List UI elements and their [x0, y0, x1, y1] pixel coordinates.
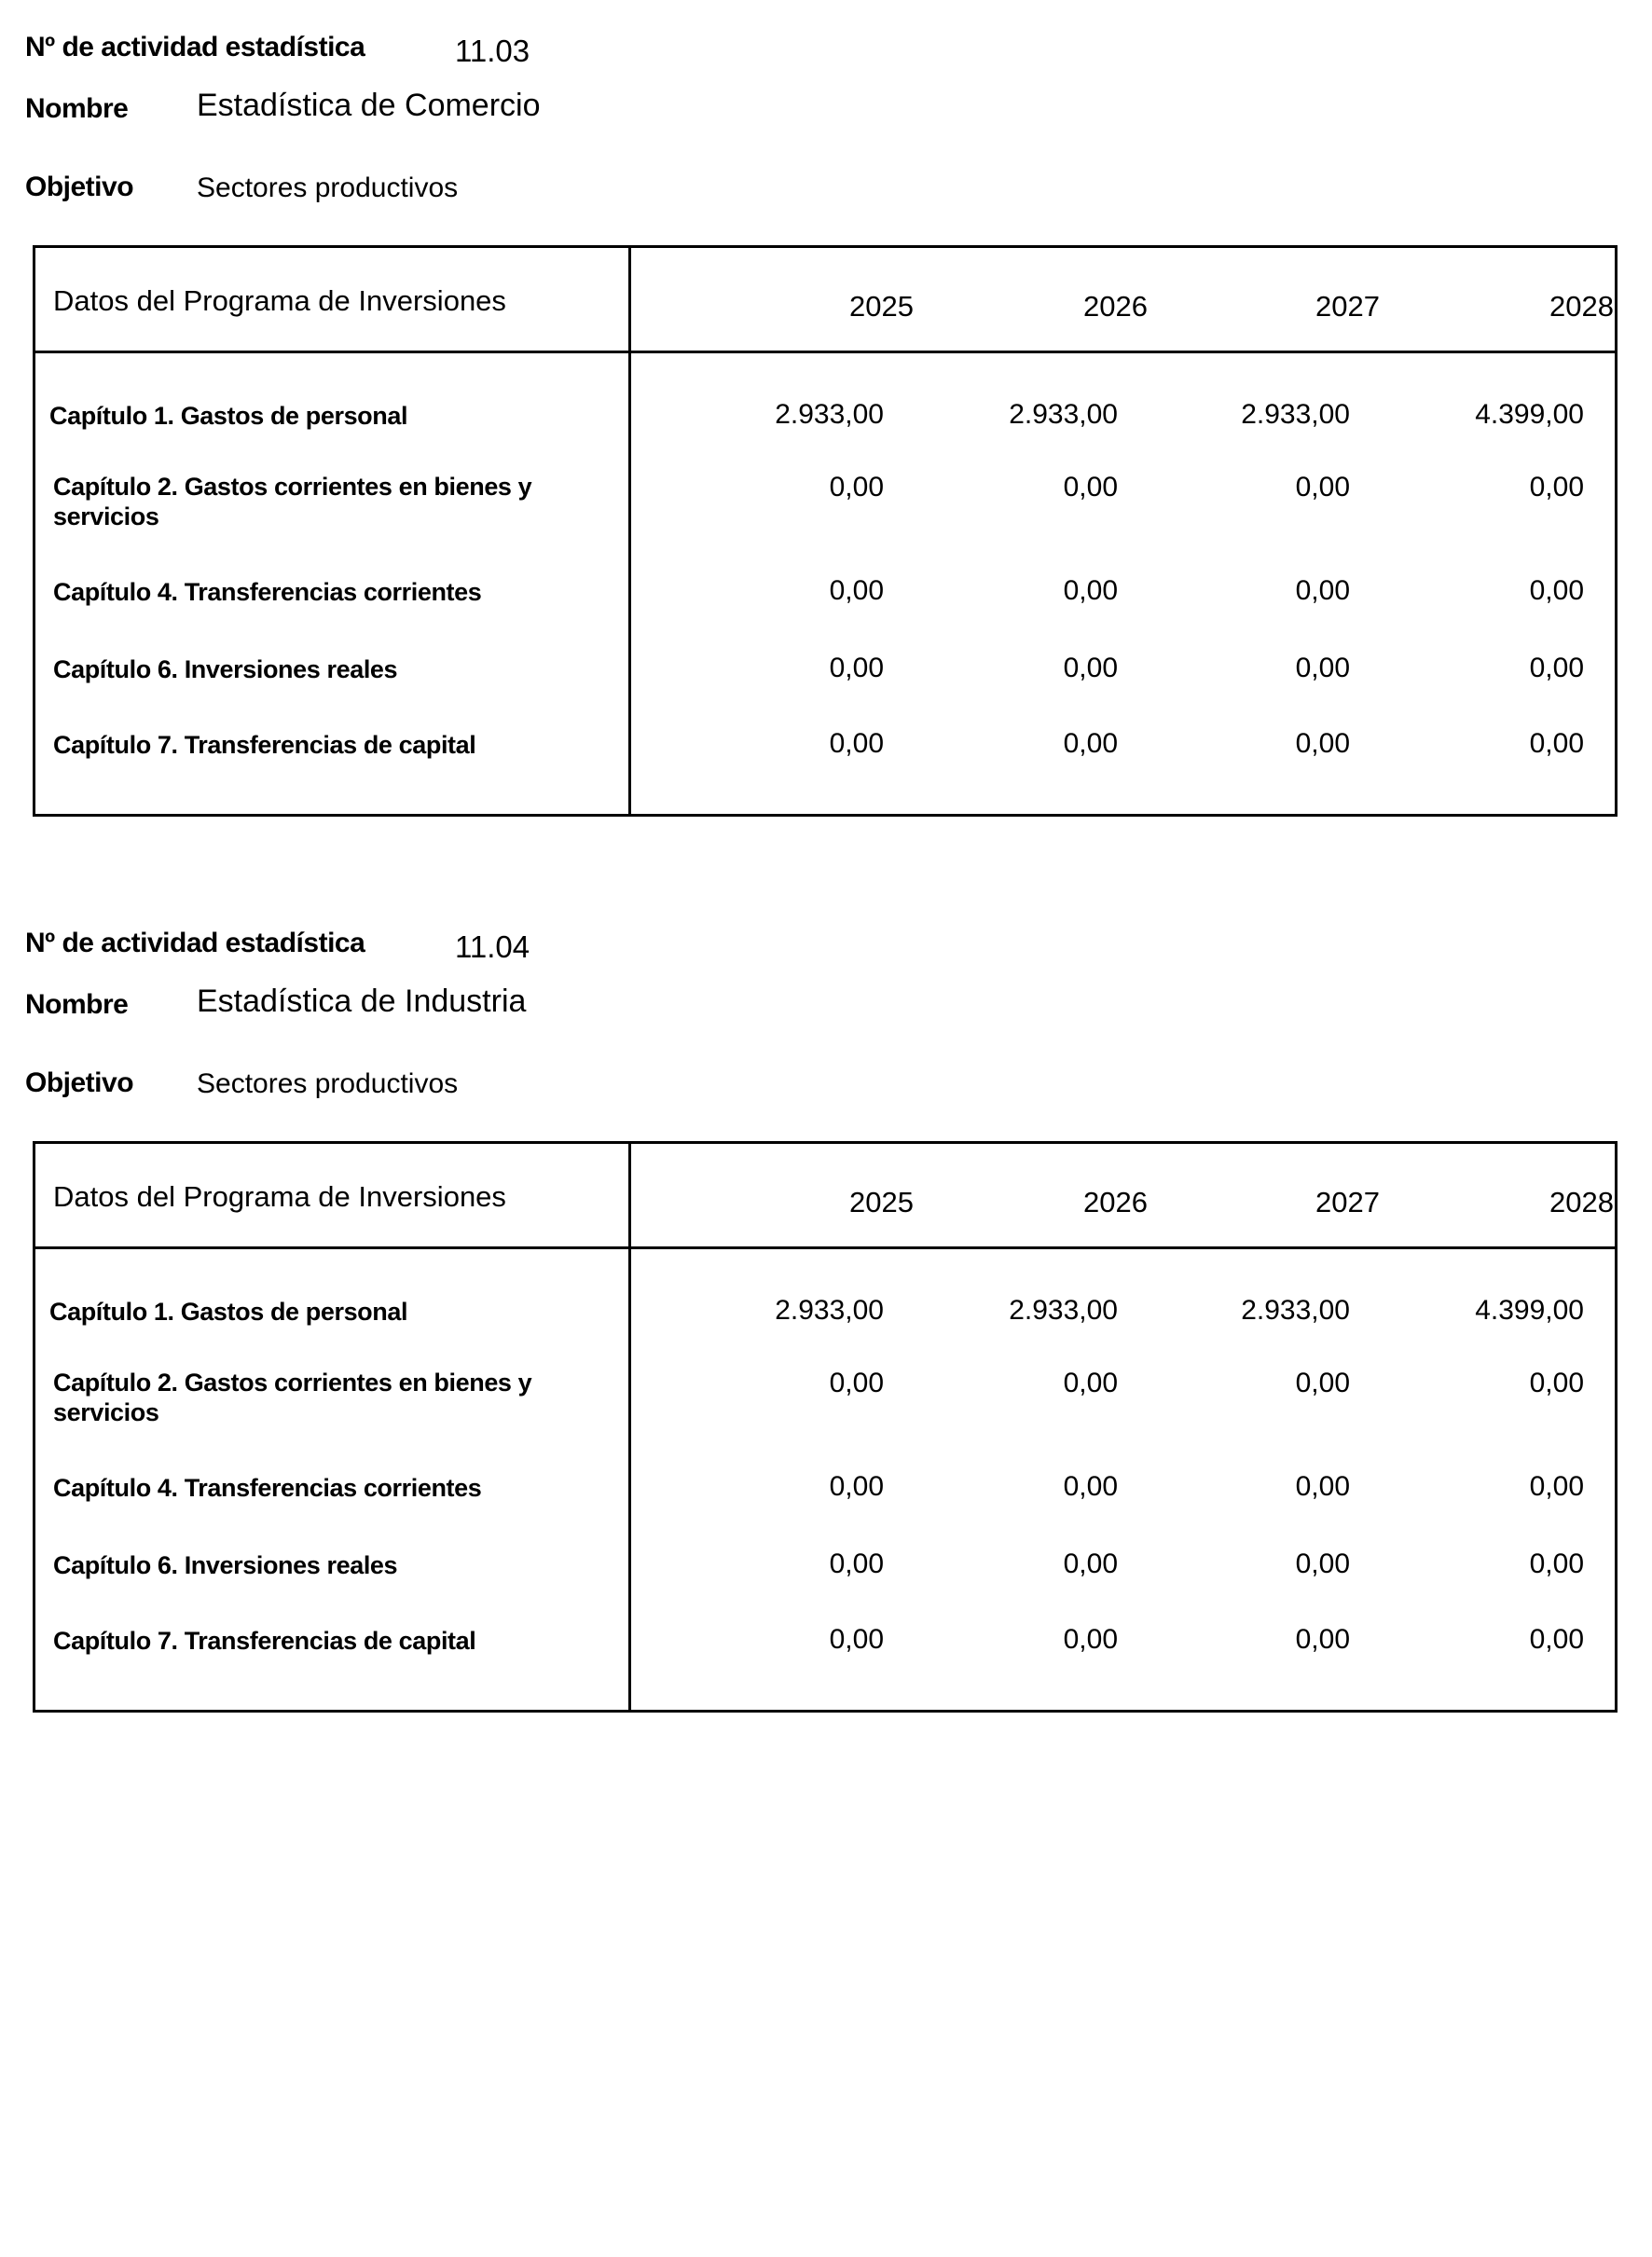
cell-capitulo-7-2028: 0,00 [1529, 728, 1584, 759]
table-header-label: Datos del Programa de Inversiones [53, 1180, 506, 1213]
activity-objective-label: Objetivo [25, 1067, 134, 1098]
cell-capitulo-4-2026: 0,00 [1063, 1471, 1118, 1502]
year-header-2025: 2025 [849, 1186, 914, 1218]
year-header-2028: 2028 [1549, 1186, 1614, 1218]
cell-capitulo-7-2028: 0,00 [1529, 1624, 1584, 1655]
year-header-2027: 2027 [1315, 290, 1380, 323]
row-label-capitulo-2: Capítulo 2. Gastos corrientes en bienes y servicios [53, 473, 532, 530]
activity-number-value: 11.03 [455, 34, 530, 68]
cell-capitulo-1-2025: 2.933,00 [775, 399, 884, 430]
cell-capitulo-6-2028: 0,00 [1529, 653, 1584, 683]
activity-objective-value: Sectores productivos [197, 172, 459, 203]
cell-capitulo-4-2028: 0,00 [1529, 1471, 1584, 1502]
row-label-capitulo-4: Capítulo 4. Transferencias corrientes [53, 1474, 482, 1502]
cell-capitulo-2-2027: 0,00 [1295, 1368, 1350, 1398]
cell-capitulo-2-2028: 0,00 [1529, 472, 1584, 502]
row-label-capitulo-6: Capítulo 6. Inversiones reales [53, 655, 398, 683]
cell-capitulo-1-2027: 2.933,00 [1241, 1295, 1350, 1326]
cell-capitulo-7-2025: 0,00 [829, 1624, 884, 1655]
cell-capitulo-4-2027: 0,00 [1295, 575, 1350, 606]
cell-capitulo-6-2027: 0,00 [1295, 653, 1350, 683]
cell-capitulo-1-2025: 2.933,00 [775, 1295, 884, 1326]
table-column-divider [628, 248, 631, 814]
activity-name-value: Estadística de Industria [197, 984, 527, 1019]
cell-capitulo-6-2025: 0,00 [829, 653, 884, 683]
year-header-2025: 2025 [849, 290, 914, 323]
table-header-divider [35, 1246, 1615, 1249]
cell-capitulo-1-2027: 2.933,00 [1241, 399, 1350, 430]
year-header-2028: 2028 [1549, 290, 1614, 323]
cell-capitulo-7-2026: 0,00 [1063, 728, 1118, 759]
activity-number-label: Nº de actividad estadística [25, 928, 365, 958]
activity-name-value: Estadística de Comercio [197, 88, 541, 123]
cell-capitulo-6-2027: 0,00 [1295, 1548, 1350, 1579]
cell-capitulo-1-2028: 4.399,00 [1475, 1295, 1584, 1326]
table-header-divider [35, 351, 1615, 353]
cell-capitulo-7-2027: 0,00 [1295, 1624, 1350, 1655]
investment-table [33, 1141, 1618, 1713]
cell-capitulo-2-2026: 0,00 [1063, 1368, 1118, 1398]
year-header-2027: 2027 [1315, 1186, 1380, 1218]
cell-capitulo-6-2026: 0,00 [1063, 653, 1118, 683]
cell-capitulo-1-2026: 2.933,00 [1009, 399, 1118, 430]
row-label-capitulo-7: Capítulo 7. Transferencias de capital [53, 731, 476, 759]
cell-capitulo-4-2028: 0,00 [1529, 575, 1584, 606]
cell-capitulo-4-2026: 0,00 [1063, 575, 1118, 606]
activity-block-11-03 [0, 0, 1652, 867]
cell-capitulo-2-2027: 0,00 [1295, 472, 1350, 502]
investment-table [33, 245, 1618, 817]
cell-capitulo-6-2025: 0,00 [829, 1548, 884, 1579]
cell-capitulo-6-2026: 0,00 [1063, 1548, 1118, 1579]
activity-name-label: Nombre [25, 93, 129, 124]
activity-block-11-04 [0, 896, 1652, 1763]
cell-capitulo-7-2027: 0,00 [1295, 728, 1350, 759]
row-label-capitulo-4: Capítulo 4. Transferencias corrientes [53, 578, 482, 606]
cell-capitulo-4-2025: 0,00 [829, 1471, 884, 1502]
cell-capitulo-2-2026: 0,00 [1063, 472, 1118, 502]
row-label-capitulo-1: Capítulo 1. Gastos de personal [49, 1298, 408, 1326]
cell-capitulo-1-2028: 4.399,00 [1475, 399, 1584, 430]
cell-capitulo-4-2027: 0,00 [1295, 1471, 1350, 1502]
activity-objective-label: Objetivo [25, 172, 134, 202]
activity-number-label: Nº de actividad estadística [25, 32, 365, 62]
cell-capitulo-2-2025: 0,00 [829, 1368, 884, 1398]
cell-capitulo-2-2025: 0,00 [829, 472, 884, 502]
year-header-2026: 2026 [1083, 290, 1148, 323]
activity-objective-value: Sectores productivos [197, 1068, 459, 1099]
row-label-capitulo-2: Capítulo 2. Gastos corrientes en bienes y servicios [53, 1369, 532, 1426]
activity-number-value: 11.04 [455, 929, 530, 964]
cell-capitulo-6-2028: 0,00 [1529, 1548, 1584, 1579]
row-label-capitulo-6: Capítulo 6. Inversiones reales [53, 1551, 398, 1579]
year-header-2026: 2026 [1083, 1186, 1148, 1218]
activity-name-label: Nombre [25, 989, 129, 1020]
cell-capitulo-4-2025: 0,00 [829, 575, 884, 606]
table-header-label: Datos del Programa de Inversiones [53, 284, 506, 317]
cell-capitulo-7-2025: 0,00 [829, 728, 884, 759]
cell-capitulo-1-2026: 2.933,00 [1009, 1295, 1118, 1326]
cell-capitulo-2-2028: 0,00 [1529, 1368, 1584, 1398]
row-label-capitulo-1: Capítulo 1. Gastos de personal [49, 402, 408, 430]
table-column-divider [628, 1144, 631, 1710]
cell-capitulo-7-2026: 0,00 [1063, 1624, 1118, 1655]
row-label-capitulo-7: Capítulo 7. Transferencias de capital [53, 1627, 476, 1655]
